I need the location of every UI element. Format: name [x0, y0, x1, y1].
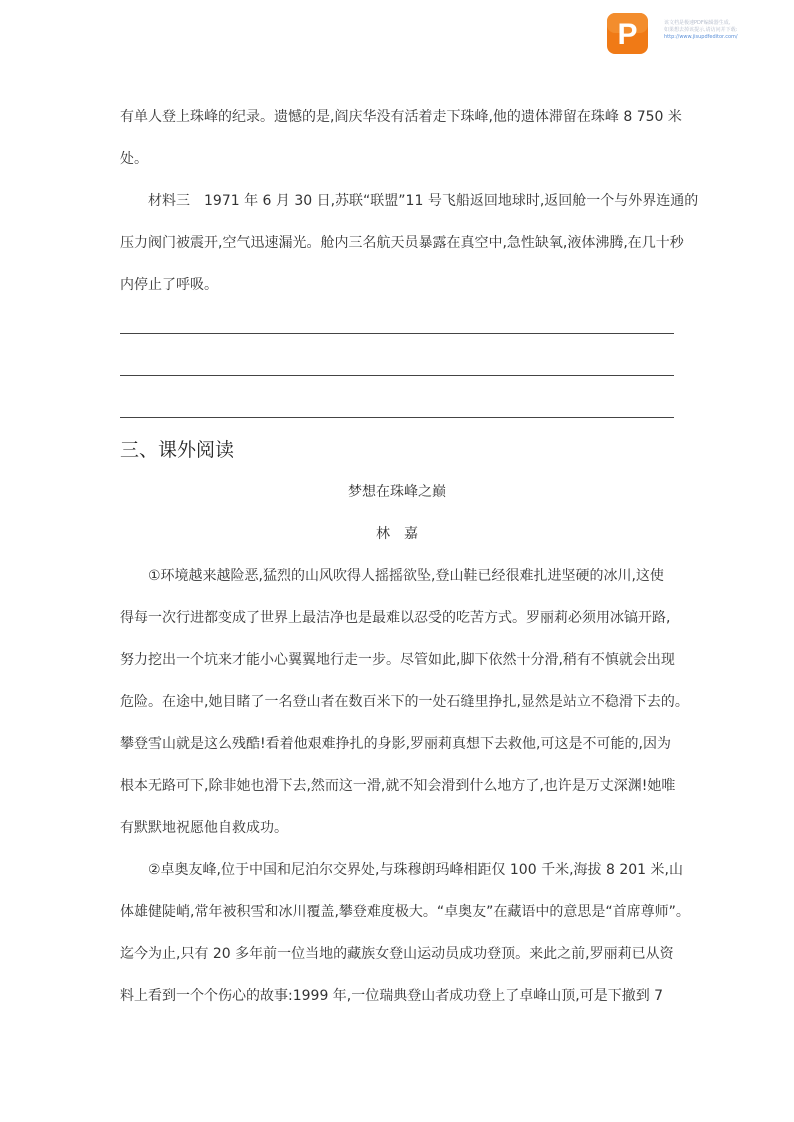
article-line: 得每一次行进都变成了世界上最洁净也是最难以忍受的吃苦方式。罗丽莉必须用冰镐开路, [120, 610, 671, 626]
body-line: 压力阀门被震开,空气迅速漏光。舱内三名航天员暴露在真空中,急性缺氧,液体沸腾,在几十秒 [120, 235, 684, 251]
svg-text:P: P [617, 18, 638, 51]
article-line: 危险。在途中,她目睹了一名登山者在数百米下的一处石缝里挣扎,显然是站立不稳滑下去的。 [120, 694, 689, 710]
watermark-line: 如果想去掉该提示,请访问并下载: [664, 27, 738, 33]
watermark-notice [664, 20, 792, 41]
article-line: 迄今为止,只有 20 多年前一位当地的藏族女登山运动员成功登顶。来此之前,罗丽莉已从资 [120, 946, 674, 962]
article-line: 攀登雪山就是这么残酷!看着他艰难挣扎的身影,罗丽莉真想下去救他,可这是不可能的,因为 [120, 736, 671, 752]
body-line: 有单人登上珠峰的纪录。遗憾的是,阎庆华没有活着走下珠峰,他的遗体滞留在珠峰 8 750 米 [120, 109, 682, 125]
article-line: 根本无路可下,除非她也滑下去,然而这一滑,就不知会滑到什么地方了,也许是万丈深渊!她唯 [120, 778, 676, 794]
article-line: 有默默地祝愿他自救成功。 [120, 820, 288, 836]
section-heading: 三、课外阅读 [120, 439, 235, 461]
logo-p-icon [606, 12, 649, 55]
body-line: 处。 [120, 151, 148, 167]
article-line: 努力挖出一个坑来才能小心翼翼地行走一步。尽管如此,脚下依然十分滑,稍有不慎就会出现 [120, 652, 675, 668]
answer-line [120, 375, 674, 376]
article-line: 料上看到一个个伤心的故事:1999 年,一位瑞典登山者成功登上了卓峰山顶,可是下撤到 7 [120, 988, 664, 1004]
article-title: 梦想在珠峰之巅 [348, 484, 446, 500]
article-line: ②卓奥友峰,位于中国和尼泊尔交界处,与珠穆朗玛峰相距仅 100 千米,海拔 8 201 米,山 [148, 862, 683, 878]
pdf-editor-logo [606, 12, 649, 55]
answer-line [120, 333, 674, 334]
article-line: 体雄健陡峭,常年被积雪和冰川覆盖,攀登难度极大。“卓奥友”在藏语中的意思是“首席尊师”。 [120, 904, 690, 920]
watermark-link[interactable]: http://www.jisupdfeditor.com/ [664, 34, 738, 40]
body-line: 内停止了呼吸。 [120, 277, 218, 293]
article-author: 林 嘉 [376, 526, 418, 542]
watermark-line: 该文档是极速PDF编辑器生成, [664, 20, 731, 26]
article-line: ①环境越来越险恶,猛烈的山风吹得人摇摇欲坠,登山鞋已经很难扎进坚硬的冰川,这使 [148, 568, 664, 584]
answer-line [120, 417, 674, 418]
body-line: 材料三 1971 年 6 月 30 日,苏联“联盟”11 号飞船返回地球时,返回舱一个与外界连通的 [148, 193, 699, 209]
